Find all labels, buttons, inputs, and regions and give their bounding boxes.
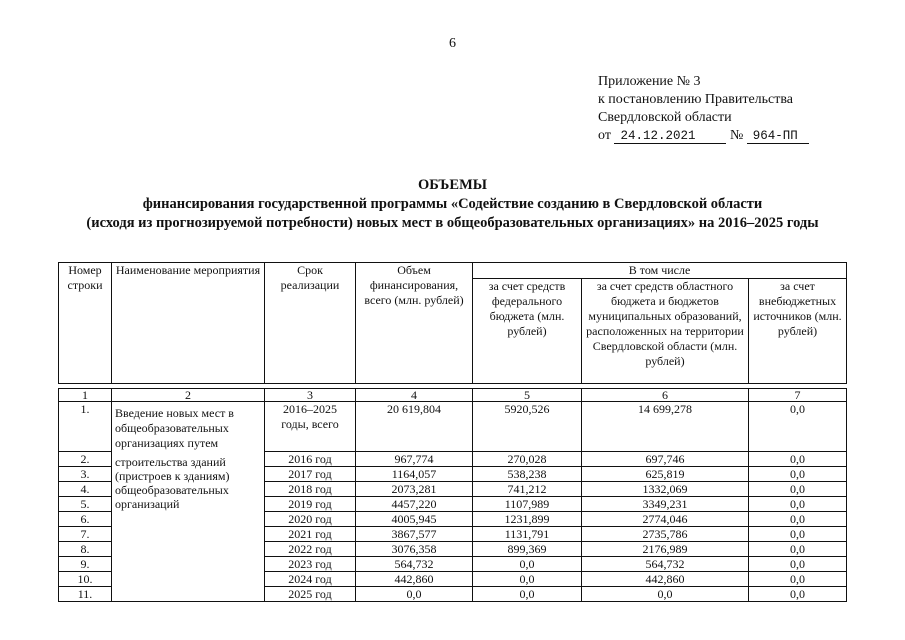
row-federal: 270,028 [473, 451, 582, 466]
column-number: 2 [112, 389, 265, 402]
column-number-row [59, 389, 847, 402]
row-period: 2016–2025 годы, всего [265, 402, 356, 452]
row-federal: 0,0 [473, 586, 582, 601]
row-total: 967,774 [356, 451, 473, 466]
row-federal: 1107,989 [473, 496, 582, 511]
header-row-number: Номер строки [59, 263, 112, 384]
header-including: В том числе [473, 263, 847, 279]
row-period: 2020 год [265, 511, 356, 526]
row-federal: 538,238 [473, 466, 582, 481]
row-number: 6. [59, 511, 112, 526]
row-federal: 0,0 [473, 556, 582, 571]
appendix-line2: к постановлению Правительства [598, 92, 794, 107]
decree-date: 24.12.2021 [614, 129, 726, 144]
row-period: 2018 год [265, 481, 356, 496]
row-total: 1164,057 [356, 466, 473, 481]
row-extra: 0,0 [749, 481, 847, 496]
row-regional: 564,732 [582, 556, 749, 571]
row-regional: 2735,786 [582, 526, 749, 541]
row-period: 2017 год [265, 466, 356, 481]
document-title [0, 176, 905, 233]
row-extra: 0,0 [749, 511, 847, 526]
row-number: 7. [59, 526, 112, 541]
column-number: 3 [265, 389, 356, 402]
column-number: 1 [59, 389, 112, 402]
row-total: 4005,945 [356, 511, 473, 526]
row-federal: 1131,791 [473, 526, 582, 541]
row-extra: 0,0 [749, 556, 847, 571]
row-regional: 14 699,278 [582, 402, 749, 452]
row-regional: 0,0 [582, 586, 749, 601]
row-regional: 2774,046 [582, 511, 749, 526]
date-prefix: от [598, 128, 611, 143]
page-number: 6 [449, 36, 456, 51]
column-number: 5 [473, 389, 582, 402]
row-total: 2073,281 [356, 481, 473, 496]
row-number: 3. [59, 466, 112, 481]
row-federal: 741,212 [473, 481, 582, 496]
row-regional: 697,746 [582, 451, 749, 466]
row-total: 0,0 [356, 586, 473, 601]
row-federal: 5920,526 [473, 402, 582, 452]
column-number: 6 [582, 389, 749, 402]
financing-table [58, 262, 847, 602]
row-number: 10. [59, 571, 112, 586]
row-federal: 899,369 [473, 541, 582, 556]
row-number: 1. [59, 402, 112, 452]
row-extra: 0,0 [749, 466, 847, 481]
row-regional: 2176,989 [582, 541, 749, 556]
header-total: Объем финансирования, всего (млн. рублей) [356, 263, 473, 384]
row-period: 2019 год [265, 496, 356, 511]
event-name-part2: строительства зданий (пристроев к зданиям) общеобразовательных организаций [112, 451, 265, 601]
row-period: 2016 год [265, 451, 356, 466]
row-number: 8. [59, 541, 112, 556]
row-period: 2025 год [265, 586, 356, 601]
row-extra: 0,0 [749, 451, 847, 466]
row-extra: 0,0 [749, 526, 847, 541]
appendix-block [598, 73, 809, 145]
row-extra: 0,0 [749, 571, 847, 586]
row-extra: 0,0 [749, 496, 847, 511]
decree-number: 964-ПП [747, 129, 809, 144]
header-row-1 [59, 263, 847, 279]
event-name-part1: Введение новых мест в общеобразовательных организациях путем [112, 402, 265, 452]
row-number: 2. [59, 451, 112, 466]
appendix-date-line [598, 127, 809, 145]
row-total: 442,860 [356, 571, 473, 586]
number-prefix: № [729, 128, 744, 143]
appendix-line1: Приложение № 3 [598, 74, 701, 89]
row-federal: 1231,899 [473, 511, 582, 526]
header-event-name: Наименование мероприятия [112, 263, 265, 384]
row-total: 20 619,804 [356, 402, 473, 452]
table-row [59, 402, 847, 452]
column-number: 4 [356, 389, 473, 402]
header-extra: за счет внебюджетных источников (млн. рублей) [749, 279, 847, 384]
title-line2: финансирования государственной программы «Содействие созданию в Свердловской области [142, 196, 763, 212]
header-period: Срок реализации [265, 263, 356, 384]
header-federal: за счет средств федерального бюджета (млн. рублей) [473, 279, 582, 384]
row-extra: 0,0 [749, 402, 847, 452]
row-total: 4457,220 [356, 496, 473, 511]
row-total: 3076,358 [356, 541, 473, 556]
row-number: 5. [59, 496, 112, 511]
appendix-line3: Свердловской области [598, 110, 732, 125]
row-number: 11. [59, 586, 112, 601]
row-extra: 0,0 [749, 541, 847, 556]
title-line3: (исходя из прогнозируемой потребности) новых мест в общеобразовательных организациях» на 2016–2025 годы [86, 215, 819, 231]
row-regional: 625,819 [582, 466, 749, 481]
row-extra: 0,0 [749, 586, 847, 601]
row-period: 2024 год [265, 571, 356, 586]
row-total: 3867,577 [356, 526, 473, 541]
row-number: 4. [59, 481, 112, 496]
row-total: 564,732 [356, 556, 473, 571]
row-regional: 3349,231 [582, 496, 749, 511]
row-number: 9. [59, 556, 112, 571]
row-period: 2023 год [265, 556, 356, 571]
row-regional: 1332,069 [582, 481, 749, 496]
row-federal: 0,0 [473, 571, 582, 586]
title-line1: ОБЪЕМЫ [417, 177, 487, 193]
row-regional: 442,860 [582, 571, 749, 586]
row-period: 2022 год [265, 541, 356, 556]
row-period: 2021 год [265, 526, 356, 541]
table-row [59, 451, 847, 466]
column-number: 7 [749, 389, 847, 402]
header-regional: за счет средств областного бюджета и бюджетов муниципальных образований, расположенных на территории Свердловской области (млн. рублей) [582, 279, 749, 384]
